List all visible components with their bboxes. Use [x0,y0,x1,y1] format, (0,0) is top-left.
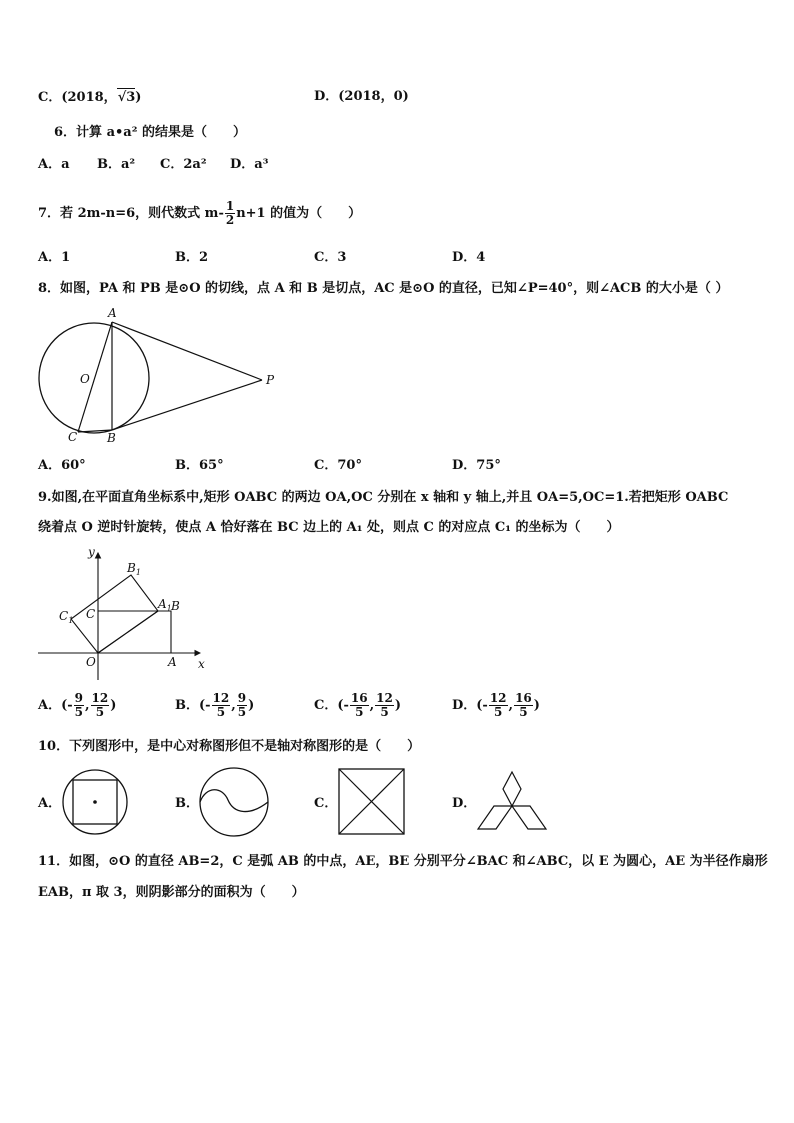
q9-label-o: O [86,655,96,669]
q7-option-d: D．4 [452,250,486,265]
q6-option-b: B．a² [97,157,136,172]
q6-option-c: C．2a² [160,157,207,172]
q10-figure-b [200,768,268,836]
q9-label-a: A [168,655,177,669]
q9-option-c: C．(- $\frac{16}{5}$ , $\frac{12}{5}$ ) [314,691,401,719]
q6-option-a: A．a [38,157,70,172]
q10-figure-a [63,770,127,834]
sqrt-symbol: √3 [117,90,136,105]
q8-stem: 8．如图，PA 和 PB 是⊙O 的切线，点 A 和 B 是切点，AC 是⊙O 的直径，已知∠P=40°，则∠ACB 的大小是（ ） [38,281,729,296]
q10-stem: 10．下列图形中，是中心对称图形但不是轴对称图形的是（ ） [38,739,421,754]
q6-option-d: D．a³ [230,157,269,172]
q10-option-b: B． [175,796,199,811]
q9-stem-line1: 9.如图,在平面直角坐标系中,矩形 OABC 的两边 OA,OC 分别在 x 轴和 y 轴上,并且 OA=5,OC=1.若把矩形 OABC [38,490,729,505]
q5-option-c: C．(2018，√3) [38,90,142,105]
q11-stem-line1: 11．如图，⊙O 的直径 AB=2，C 是弧 AB 的中点，AE，BE 分别平分∠BAC 和∠ABC，以 E 为圆心，AE 为半径作扇形 [38,854,768,869]
q9-label-b1: $B_1$ [127,561,141,577]
q8-label-o: O [80,372,90,386]
q10-option-c: C． [314,796,338,811]
q9-label-x: x [198,657,205,671]
q9-option-b: B．(- $\frac{12}{5}$ , $\frac{9}{5}$ ) [175,691,255,719]
q8-label-a: A [108,306,117,320]
q10-option-d: D． [452,796,477,811]
q8-label-p: P [266,373,275,387]
q5-option-d: D．(2018，0) [314,89,409,104]
q8-label-b: B [107,431,116,445]
q8-option-d: D．75° [452,458,501,473]
q11-stem-line2: EAB，π 取 3，则阴影部分的面积为（ ） [38,885,305,900]
q7-option-a: A．1 [38,250,71,265]
q9-label-c1: $C_1$ [59,609,74,625]
q7-option-c: C．3 [314,250,347,265]
q7-option-b: B．2 [175,250,209,265]
q10-option-a: A． [38,796,62,811]
q10-figure-c [339,769,404,834]
q7-fraction: $\frac{1}{2}$ [225,199,235,227]
q8-label-c: C [68,430,78,444]
q8-option-c: C．70° [314,458,362,473]
q6-stem: 6．计算 a•a² 的结果是（ ） [54,125,246,140]
q8-option-a: A．60° [38,458,86,473]
q10-figure-d [478,772,546,829]
q9-label-a1: $A_1$ [158,597,172,613]
q7-stem: 7．若 2m-n=6，则代数式 m- $\frac{1}{2}$ n+1 的值为（ ） [38,199,362,227]
q9-label-c: C [86,607,96,621]
q9-option-a: A．(- $\frac{9}{5}$ , $\frac{12}{5}$ ) [38,691,117,719]
q9-stem-line2: 绕着点 O 逆时针旋转，使点 A 恰好落在 BC 边上的 A₁ 处，则点 C 的对应点 C₁ 的坐标为（ ） [38,520,620,535]
q8-option-b: B．65° [175,458,224,473]
q9-label-y: y [88,545,95,559]
q9-option-d: D．(- $\frac{12}{5}$ , $\frac{16}{5}$ ) [452,691,540,719]
q9-label-b: B [171,599,180,613]
